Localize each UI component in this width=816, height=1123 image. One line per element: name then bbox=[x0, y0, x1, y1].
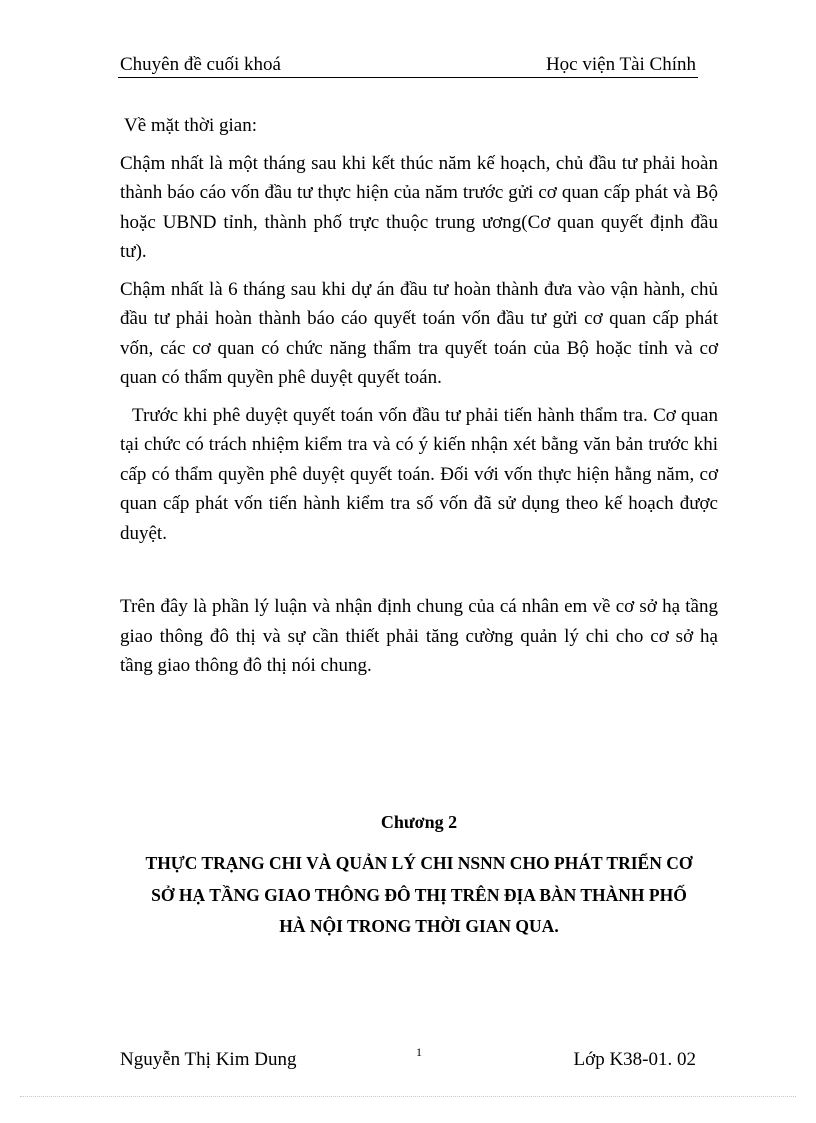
paragraph-annual-report: Chậm nhất là một tháng sau khi kết thúc năm kế hoạch, chủ đầu tư phải hoàn thành báo cáo vốn đầu tư thực hiện của năm trước gửi cơ quan cấp phát và Bộ hoặc UBND tỉnh, thành phố trực thuộc trung ương(Cơ quan quyết định đầu tư). bbox=[120, 152, 718, 262]
footer-page-number: 1 bbox=[416, 1045, 422, 1059]
header-rule bbox=[118, 77, 698, 78]
footer-class: Lớp K38-01. 02 bbox=[573, 1049, 696, 1070]
page-header bbox=[118, 52, 698, 78]
chapter-title-line: THỰC TRẠNG CHI VÀ QUẢN LÝ CHI NSNN CHO PHÁT TRIỂN CƠ bbox=[145, 853, 693, 873]
paragraph-verification: Trước khi phê duyệt quyết toán vốn đầu tư phải tiến hành thẩm tra. Cơ quan tại chức có trách nhiệm kiểm tra và có ý kiến nhận xét bằng văn bản trước khi cấp có thẩm quyền phê duyệt quyết toán. Đối với vốn thực hiện hằng năm, cơ quan cấp phát vốn tiến hành kiểm tra số vốn đã sử dụng theo kế hoạch được duyệt. bbox=[120, 404, 718, 544]
paragraph-summary: Trên đây là phần lý luận và nhận định chung của cá nhân em về cơ sở hạ tầng giao thông đô thị và sự cần thiết phải tăng cường quản lý chi cho cơ sở hạ tầng giao thông đô thị nói chung. bbox=[120, 596, 718, 676]
chapter-title-line: SỞ HẠ TẦNG GIAO THÔNG ĐÔ THỊ TRÊN ĐỊA BÀN THÀNH PHỐ bbox=[151, 884, 687, 905]
page-footer bbox=[118, 1045, 698, 1077]
footer-author: Nguyễn Thị Kim Dung bbox=[120, 1049, 297, 1070]
paragraph-time-heading: Về mặt thời gian: bbox=[124, 115, 257, 136]
chapter-number: Chương 2 bbox=[380, 812, 458, 832]
page-boundary bbox=[20, 1096, 796, 1097]
chapter-title-line: HÀ NỘI TRONG THỜI GIAN QUA. bbox=[279, 916, 559, 936]
chapter-title bbox=[120, 848, 718, 943]
header-document-type: Chuyên đề cuối khoá bbox=[120, 54, 281, 75]
body-text bbox=[120, 111, 718, 689]
paragraph-final-settlement: Chậm nhất là 6 tháng sau khi dự án đầu tư hoàn thành đưa vào vận hành, chủ đầu tư phải hoàn thành báo cáo quyết toán vốn đầu tư gửi cơ quan cấp phát vốn, các cơ quan có chức năng thẩm tra quyết toán của Bộ hoặc tỉnh và cơ quan có thẩm quyền phê duyệt quyết toán. bbox=[120, 278, 718, 388]
header-institution: Học viện Tài Chính bbox=[545, 54, 696, 75]
